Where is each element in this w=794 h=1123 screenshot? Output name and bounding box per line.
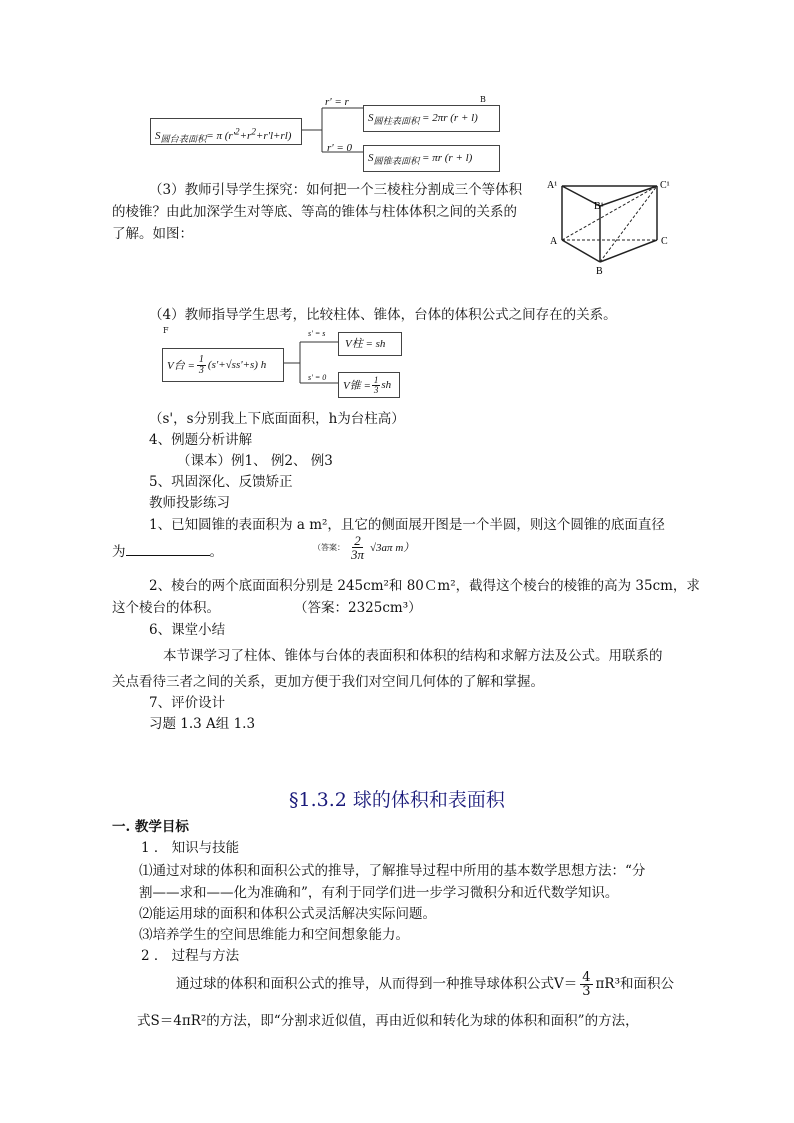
answer-blank[interactable] xyxy=(126,541,210,556)
knowledge-1-line1: ⑴通过对球的体积和面积公式的推导，了解推导过程中所用的基本数学思想方法：“分 xyxy=(139,863,646,879)
knowledge-1-line2: 割——求和——化为准确和”，有利于同学们进一步学习微积分和近代数学知识。 xyxy=(139,885,619,901)
label-b: B xyxy=(596,266,603,277)
step4-line1: （4）教师指导学生思考，比较柱体、锥体，台体的体积公式之间存在的关系。 xyxy=(149,307,617,323)
exercise2-answer: （答案：2325cm³） xyxy=(294,600,422,616)
pyramid-volume-tail: sh xyxy=(381,379,392,391)
knowledge-3: ⑶培养学生的空间思维能力和空间想象能力。 xyxy=(139,927,409,943)
prism-volume-box xyxy=(338,332,402,356)
projection-exercises: 教师投影练习 xyxy=(149,495,230,511)
frustum-volume-tail: (s'+√ss'+s) h xyxy=(207,359,267,371)
frustum-formula: $S_{圆台表面积}= \pi$ $(r'^2+r^2+r'l+rl)$ xyxy=(155,126,292,144)
subheading-process: 2 ． 过程与方法 xyxy=(141,948,240,964)
item-4: 4、例题分析讲解 xyxy=(149,432,253,448)
prism-diagram xyxy=(540,176,680,280)
cone-formula: $S_{圆锥表面积} = \pi r$ (r + l) xyxy=(368,152,473,167)
teaching-goals: 一. 教学目标 xyxy=(112,819,189,835)
condition-r-equals: r' = r xyxy=(325,96,349,108)
process-line1: 通过球的体积和面积公式的推导，从而得到一种推导球体积公式V＝ $\frac{4}{3}$ πR³和面积公 xyxy=(176,969,674,999)
sphere-volume-fraction: $\frac{4}{3}$ xyxy=(582,969,591,999)
prism-volume-formula: V柱 = sh xyxy=(345,338,386,350)
step4-mark: F xyxy=(163,326,169,335)
condition-r-zero: r' = 0 xyxy=(327,142,353,154)
label-c1: C¹ xyxy=(660,180,670,191)
cylinder-formula-box xyxy=(363,105,500,132)
condition-s-equals: s' = s xyxy=(308,329,326,338)
step3-line3: 了解。如图： xyxy=(112,226,193,242)
exercise1-answer-fraction: $\frac{2}{3\pi}$ xyxy=(351,532,365,562)
item-5: 5、巩固深化、反馈矫正 xyxy=(149,474,293,490)
pyramid-volume-label: V锥 = xyxy=(343,380,371,392)
summary-line2: 关点看待三者之间的关系，更加方便于我们对空间几何体的了解和掌握。 xyxy=(112,674,544,690)
frustum-formula-box xyxy=(150,118,302,145)
step3-line2: 的棱锥？由此加深学生对等底、等高的锥体与柱体体积之间的关系的 xyxy=(112,204,517,220)
knowledge-2: ⑵能运用球的面积和体积公式灵活解决实际问题。 xyxy=(139,906,436,922)
label-a1: A¹ xyxy=(547,180,558,191)
exercise2-line2: 这个棱台的体积。 xyxy=(112,600,220,616)
exercise1-line1: 1、已知圆锥的表面积为 a m²，且它的侧面展开图是一个半圆，则这个圆锥的底面直径 xyxy=(149,517,665,533)
item-6: 6、课堂小结 xyxy=(149,622,226,638)
cone-formula-box xyxy=(363,145,500,172)
item-7: 7、评价设计 xyxy=(149,695,226,711)
pyramid-volume-box xyxy=(338,372,400,398)
examples-list: （课本）例1、 例2、 例3 xyxy=(177,453,333,469)
subheading-knowledge: 1 ． 知识与技能 xyxy=(141,840,240,856)
summary-line1: 本节课学习了柱体、锥体与台体的表面积和体积的结构和求解方法及公式。用联系的 xyxy=(163,648,663,664)
label-a: A xyxy=(550,236,558,247)
process-line2: 式S＝4πR²的方法，即“分割求近似值，再由近似和转化为球的体积和面积”的方法， xyxy=(137,1013,639,1029)
label-b1: B¹ xyxy=(594,201,604,212)
exercise1-answer: （答案： $\frac{2}{3\pi}$ √3aπ m） xyxy=(313,532,415,562)
homework: 习题 1.3 A组 1.3 xyxy=(149,716,256,732)
step3-line1: （3）教师引导学生探究：如何把一个三棱柱分割成三个等体积 xyxy=(149,182,523,198)
frustum-volume-fraction: $\frac{1}{3}$ xyxy=(198,353,204,376)
section-heading: §1.3.2 球的体积和表面积 xyxy=(289,789,505,811)
pyramid-volume-fraction: $\frac{1}{3}$ xyxy=(373,374,379,395)
frustum-volume-label: V台 = xyxy=(167,360,195,372)
cylinder-formula: $S_{圆柱表面积} = 2\pi r$ (r + l) xyxy=(368,112,478,127)
variables-note: （s'，s分别我上下底面面积，h为台柱高） xyxy=(149,411,405,427)
stray-mark: B xyxy=(480,95,486,104)
label-c: C xyxy=(661,236,668,247)
exercise2-line1: 2、棱台的两个底面面积分别是 245cm²和 80Ｃm²，截得这个棱台的棱锥的高为 35cm，求 xyxy=(149,578,700,594)
frustum-volume-box xyxy=(162,348,284,382)
exercise1-line2: 为 。 xyxy=(112,541,223,562)
condition-s-zero: s' = 0 xyxy=(308,373,327,382)
